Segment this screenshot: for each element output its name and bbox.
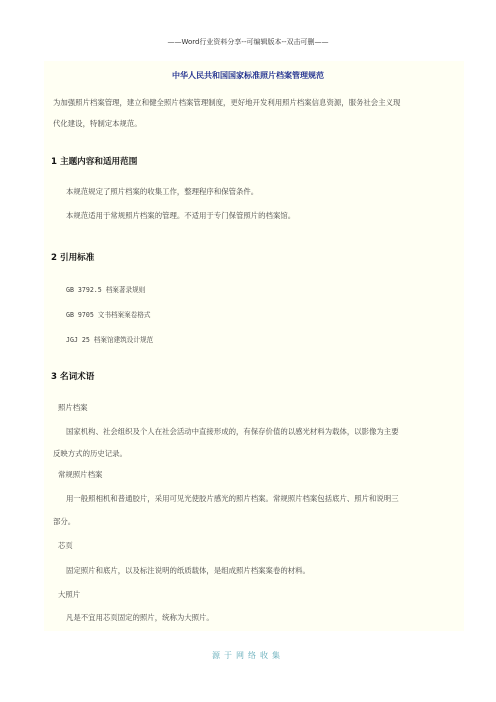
section-1-heading: 1 主题内容和适用范围 <box>51 157 138 167</box>
section-3-heading: 3 名词术语 <box>51 372 95 382</box>
term-definition: 国家机构、社会组织及个人在社会活动中直接形成的，有保存价值的以感光材料为载体，以影像为主要 <box>66 427 399 436</box>
term-name: 常规照片档案 <box>58 470 103 479</box>
page-header: ——Word行业资料分享--可编辑版本--双击可删—— <box>167 38 329 46</box>
term-definition: 凡是不宜用芯页固定的照片，统称为大照片。 <box>66 613 214 622</box>
reference-item: GB 3792.5 档案著录规则 <box>66 286 146 294</box>
document-title: 中华人民共和国国家标准照片档案管理规范 <box>172 71 324 80</box>
term-definition: 部分。 <box>53 517 76 526</box>
section-1-paragraph: 本规范适用于常规照片档案的管理。不适用于专门保管照片的档案馆。 <box>66 211 296 220</box>
term-definition: 反映方式的历史记录。 <box>53 449 127 458</box>
page-footer: 源于网络收集 <box>212 651 284 660</box>
term-definition: 固定照片和底片，以及标注说明的纸质载体，是组成照片档案案卷的材料。 <box>66 566 310 575</box>
term-name: 大照片 <box>58 590 81 599</box>
reference-item: GB 9705 文书档案案卷格式 <box>66 311 151 319</box>
intro-line-2: 代化建设，特制定本规范。 <box>53 119 142 128</box>
section-2-heading: 2 引用标准 <box>51 253 95 263</box>
section-1-paragraph: 本规范规定了照片档案的收集工作，整理程序和保管条件。 <box>66 187 259 196</box>
content-panel <box>44 61 464 631</box>
term-name: 芯页 <box>58 541 73 550</box>
reference-item: JGJ 25 档案馆建筑设计规范 <box>66 336 154 344</box>
term-name: 照片档案 <box>58 403 88 412</box>
term-definition: 用一般照相机和普通胶片，采用可见光使胶片感光的照片档案。常规照片档案包括底片、照片和说明三 <box>66 494 399 503</box>
intro-line-1: 为加强照片档案管理，建立和健全照片档案管理制度，更好地开发利用照片档案信息资源，服务社会主义现 <box>53 98 401 107</box>
